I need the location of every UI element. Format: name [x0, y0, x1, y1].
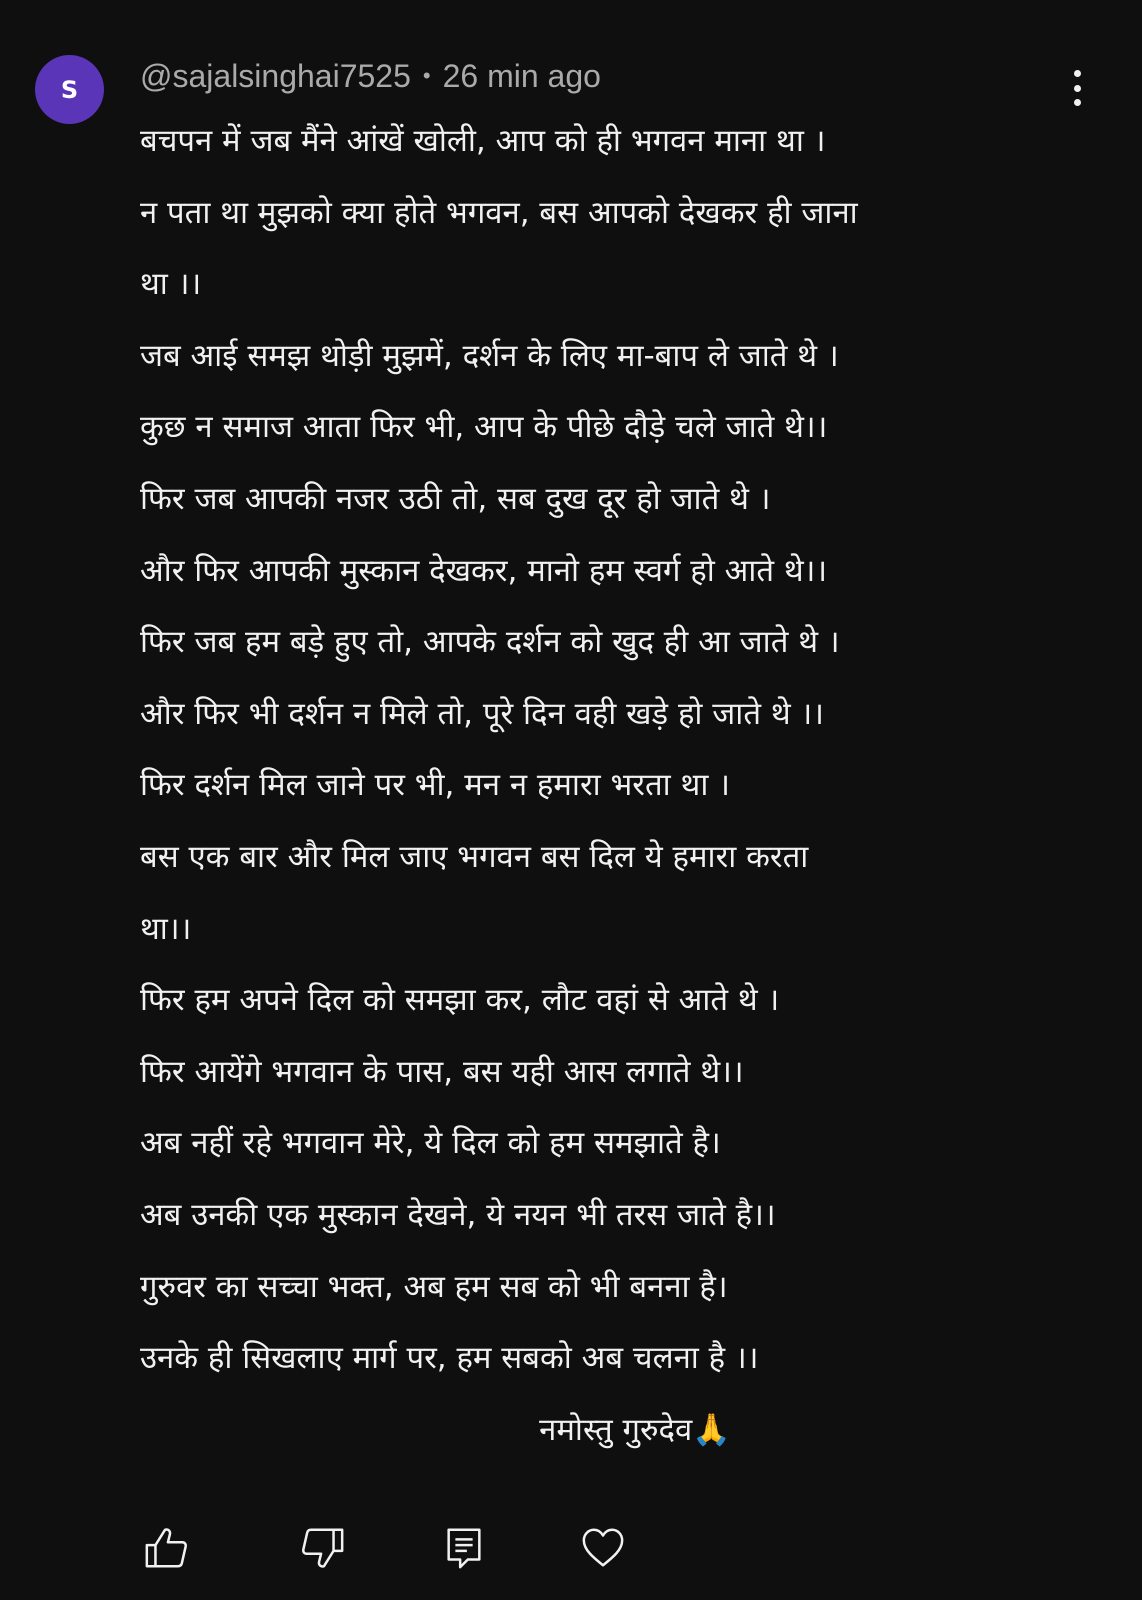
comment-line: था ।।	[140, 266, 202, 303]
comment-header	[140, 54, 601, 98]
comment-line: और फिर भी दर्शन न मिले तो, पूरे दिन वही खड़े हो जाते थे ।।	[140, 695, 825, 732]
avatar[interactable]	[35, 55, 104, 124]
menu-dot	[1074, 99, 1081, 106]
comment-line: फिर दर्शन मिल जाने पर भी, मन न हमारा भरता था ।	[140, 767, 730, 804]
comment-line: फिर हम अपने दिल को समझा कर, लौट वहां से आते थे ।	[140, 982, 780, 1019]
comment-line: उनके ही सिखलाए मार्ग पर, हम सबको अब चलना है ।।	[140, 1340, 759, 1377]
heart-icon	[580, 1525, 626, 1571]
comment-line: बस एक बार और मिल जाए भगवन बस दिल ये हमारा करता	[140, 838, 809, 875]
menu-dot	[1074, 85, 1081, 92]
reply-icon	[441, 1525, 487, 1571]
like-button[interactable]	[140, 1522, 192, 1574]
meta-separator: •	[422, 63, 431, 88]
comment-line: गुरुवर का सच्चा भक्त, अब हम सब को भी बनना है।	[140, 1268, 728, 1305]
comment-line: अब नहीं रहे भगवान मेरे, ये दिल को हम समझाते है।	[140, 1125, 721, 1162]
thumbs-down-icon	[300, 1525, 346, 1571]
avatar-letter: S	[60, 75, 79, 104]
heart-button[interactable]	[577, 1522, 629, 1574]
comment-actions	[140, 1522, 660, 1578]
comment-line: अब उनकी एक मुस्कान देखने, ये नयन भी तरस जाते है।।	[140, 1196, 776, 1233]
comment-line: बचपन में जब मैंने आंखें खोली, आप को ही भगवन माना था ।	[140, 123, 826, 159]
comment-line: था।।	[140, 910, 192, 947]
comment-line: और फिर आपकी मुस्कान देखकर, मानो हम स्वर्ग हो आते थे।।	[140, 552, 828, 589]
reply-button[interactable]	[438, 1522, 490, 1574]
more-options-icon[interactable]	[1062, 64, 1092, 112]
username[interactable]: @sajalsinghai7525	[140, 57, 411, 94]
timestamp[interactable]: 26 min ago	[442, 57, 601, 94]
comment-signoff: नमोस्तु गुरुदेव🙏	[539, 1411, 731, 1448]
comment-line: फिर जब आपकी नजर उठी तो, सब दुख दूर हो जाते थे ।	[140, 480, 771, 517]
comment-text	[140, 106, 1070, 1466]
comment-line: जब आई समझ थोड़ी मुझमें, दर्शन के लिए मा-बाप ले जाते थे ।	[140, 337, 839, 374]
menu-dot	[1074, 70, 1081, 77]
dislike-button[interactable]	[297, 1522, 349, 1574]
comment-line: फिर जब हम बड़े हुए तो, आपके दर्शन को खुद ही आ जाते थे ।	[140, 624, 840, 661]
comment-line: न पता था मुझको क्या होते भगवन, बस आपको देखकर ही जाना	[140, 194, 858, 231]
thumbs-up-icon	[143, 1525, 189, 1571]
comment-line: फिर आयेंगे भगवान के पास, बस यही आस लगाते थे।।	[140, 1053, 744, 1090]
comment-line: कुछ न समाज आता फिर भी, आप के पीछे दौड़े चले जाते थे।।	[140, 409, 828, 446]
